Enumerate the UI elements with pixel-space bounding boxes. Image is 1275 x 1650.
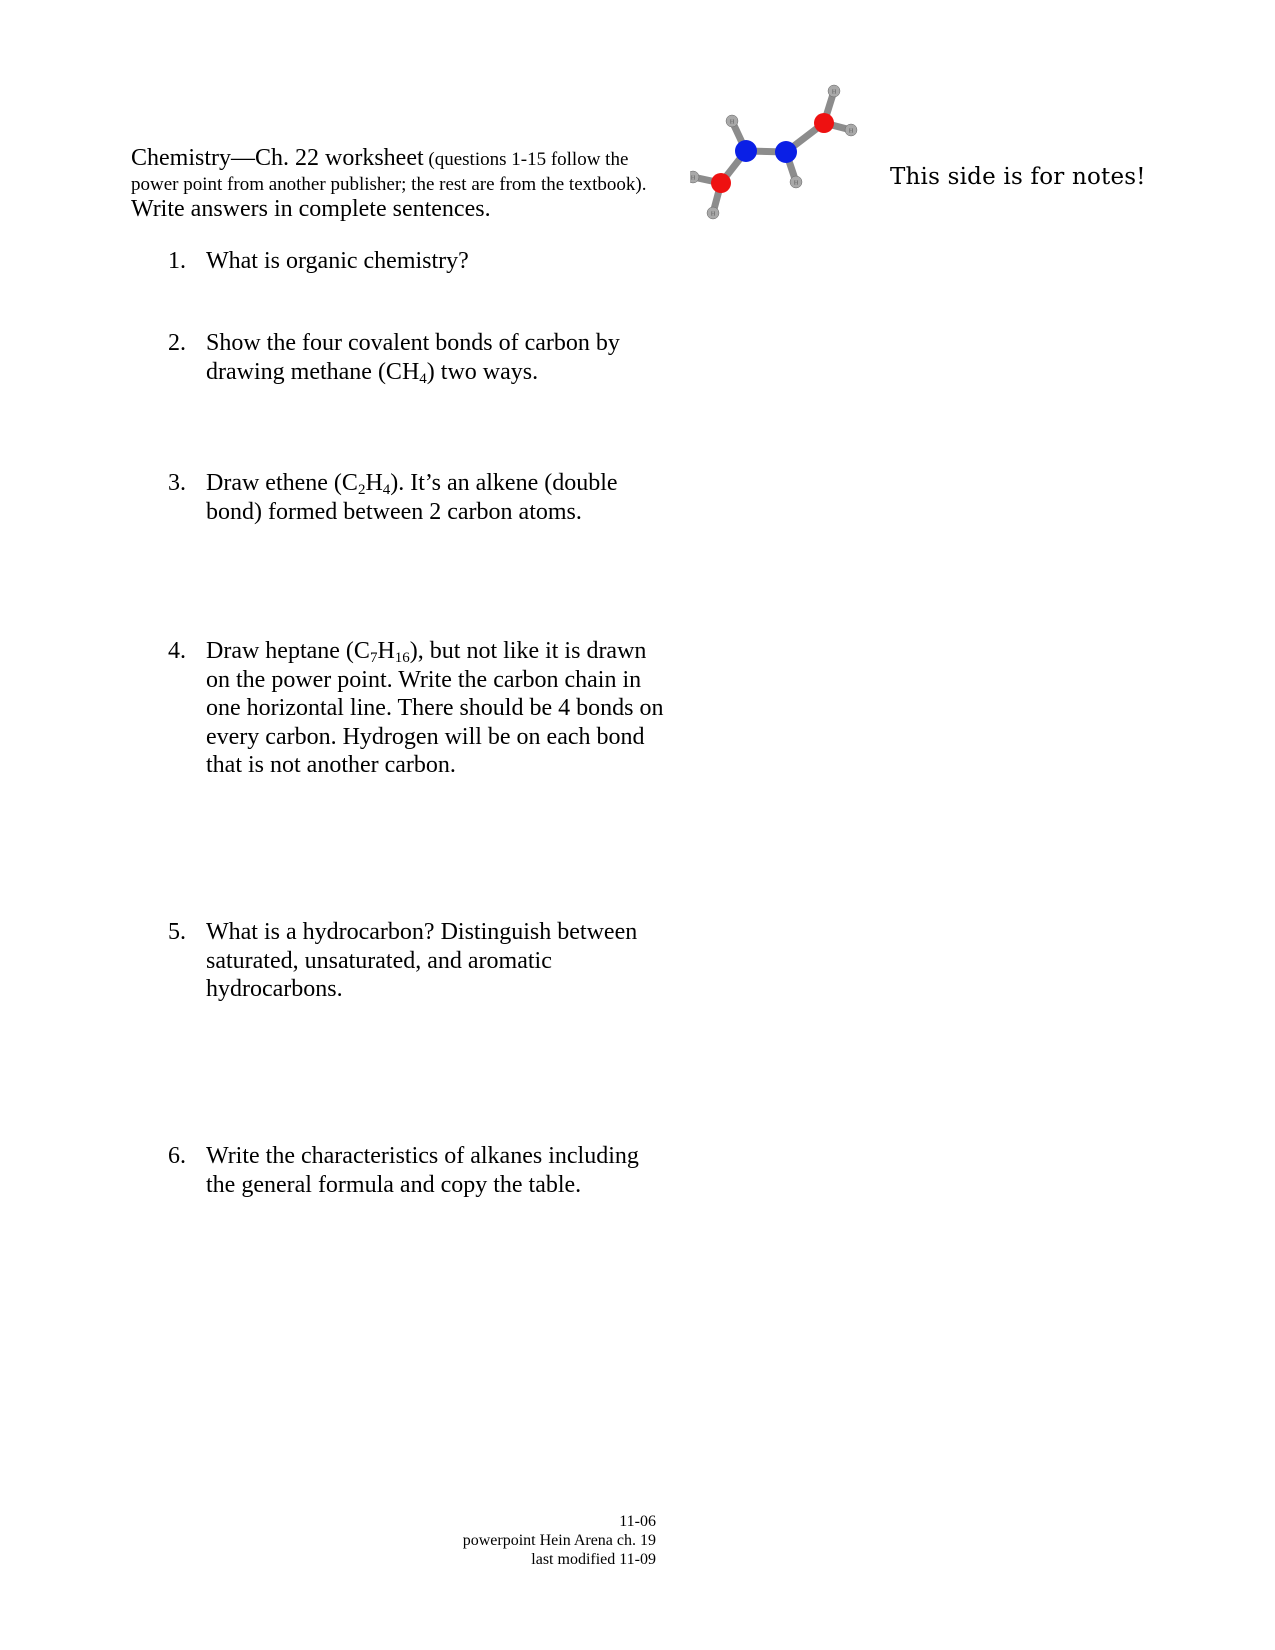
oxygen-atom: [814, 113, 834, 133]
question-4: [168, 637, 668, 780]
question-3: [168, 469, 668, 526]
hydrogen-atom: [828, 85, 840, 97]
question-text: What is a hydrocarbon? Distinguish between saturated, unsaturated, and aromatic hydrocarbons.: [206, 919, 638, 1002]
question-1: [168, 247, 668, 276]
molecule-illustration: [690, 78, 890, 228]
question-number: 5.: [168, 919, 186, 945]
svg-text:H: H: [831, 89, 837, 96]
hydrogen-atom: [726, 115, 738, 127]
notes-side-label: This side is for notes!: [890, 164, 1146, 190]
hydrogen-atom: [790, 176, 802, 188]
svg-text:H: H: [793, 180, 799, 187]
svg-text:H: H: [710, 211, 716, 218]
question-text: Show the four covalent bonds of carbon by drawing methane $(CH_4)$ two ways.: [206, 330, 620, 387]
worksheet-title: Chemistry—Ch. 22 worksheet: [131, 145, 424, 171]
question-6: [168, 1142, 668, 1199]
hydrogen-atom: [707, 207, 719, 219]
page-footer: [420, 1512, 656, 1569]
svg-text:H: H: [729, 119, 735, 126]
question-number: 2.: [168, 330, 186, 356]
svg-text:H: H: [848, 128, 854, 135]
question-number: 6.: [168, 1143, 186, 1169]
question-number: 3.: [168, 470, 186, 496]
worksheet-source-note: (questions 1-15 follow the power point from another publisher; the rest are from the textbook).: [131, 149, 647, 195]
question-5: [168, 918, 668, 1004]
worksheet-instruction: Write answers in complete sentences.: [131, 196, 491, 222]
question-text: Write the characteristics of alkanes including the general formula and copy the table.: [206, 1143, 639, 1198]
question-2: [168, 329, 668, 386]
footer-source: powerpoint Hein Arena ch. 19: [462, 1532, 656, 1549]
carbon-atom: [775, 141, 797, 163]
svg-text:H: H: [690, 175, 696, 182]
question-number: 4.: [168, 638, 186, 664]
footer-modified: last modified 11-09: [531, 1551, 656, 1568]
oxygen-atom: [711, 173, 731, 193]
question-text: What is organic chemistry?: [206, 248, 469, 274]
question-number: 1.: [168, 248, 186, 274]
footer-date: 11-06: [619, 1513, 656, 1530]
question-text: Draw heptane $(C_7H_{16})$, but not like it is drawn on the power point. Write the carbon chain in one horizontal line. There should be 4 bonds on every carbon. Hydrogen will be on each bond that is not another carbon.: [206, 638, 664, 778]
question-text: Draw ethene $(C_2H_4)$. It’s an alkene (double bond) formed between 2 carbon atoms.: [206, 470, 618, 525]
hydrogen-atom: [845, 124, 857, 136]
worksheet-header: [131, 146, 651, 223]
molecule-bonds: [690, 91, 851, 213]
carbon-atom: [735, 140, 757, 162]
